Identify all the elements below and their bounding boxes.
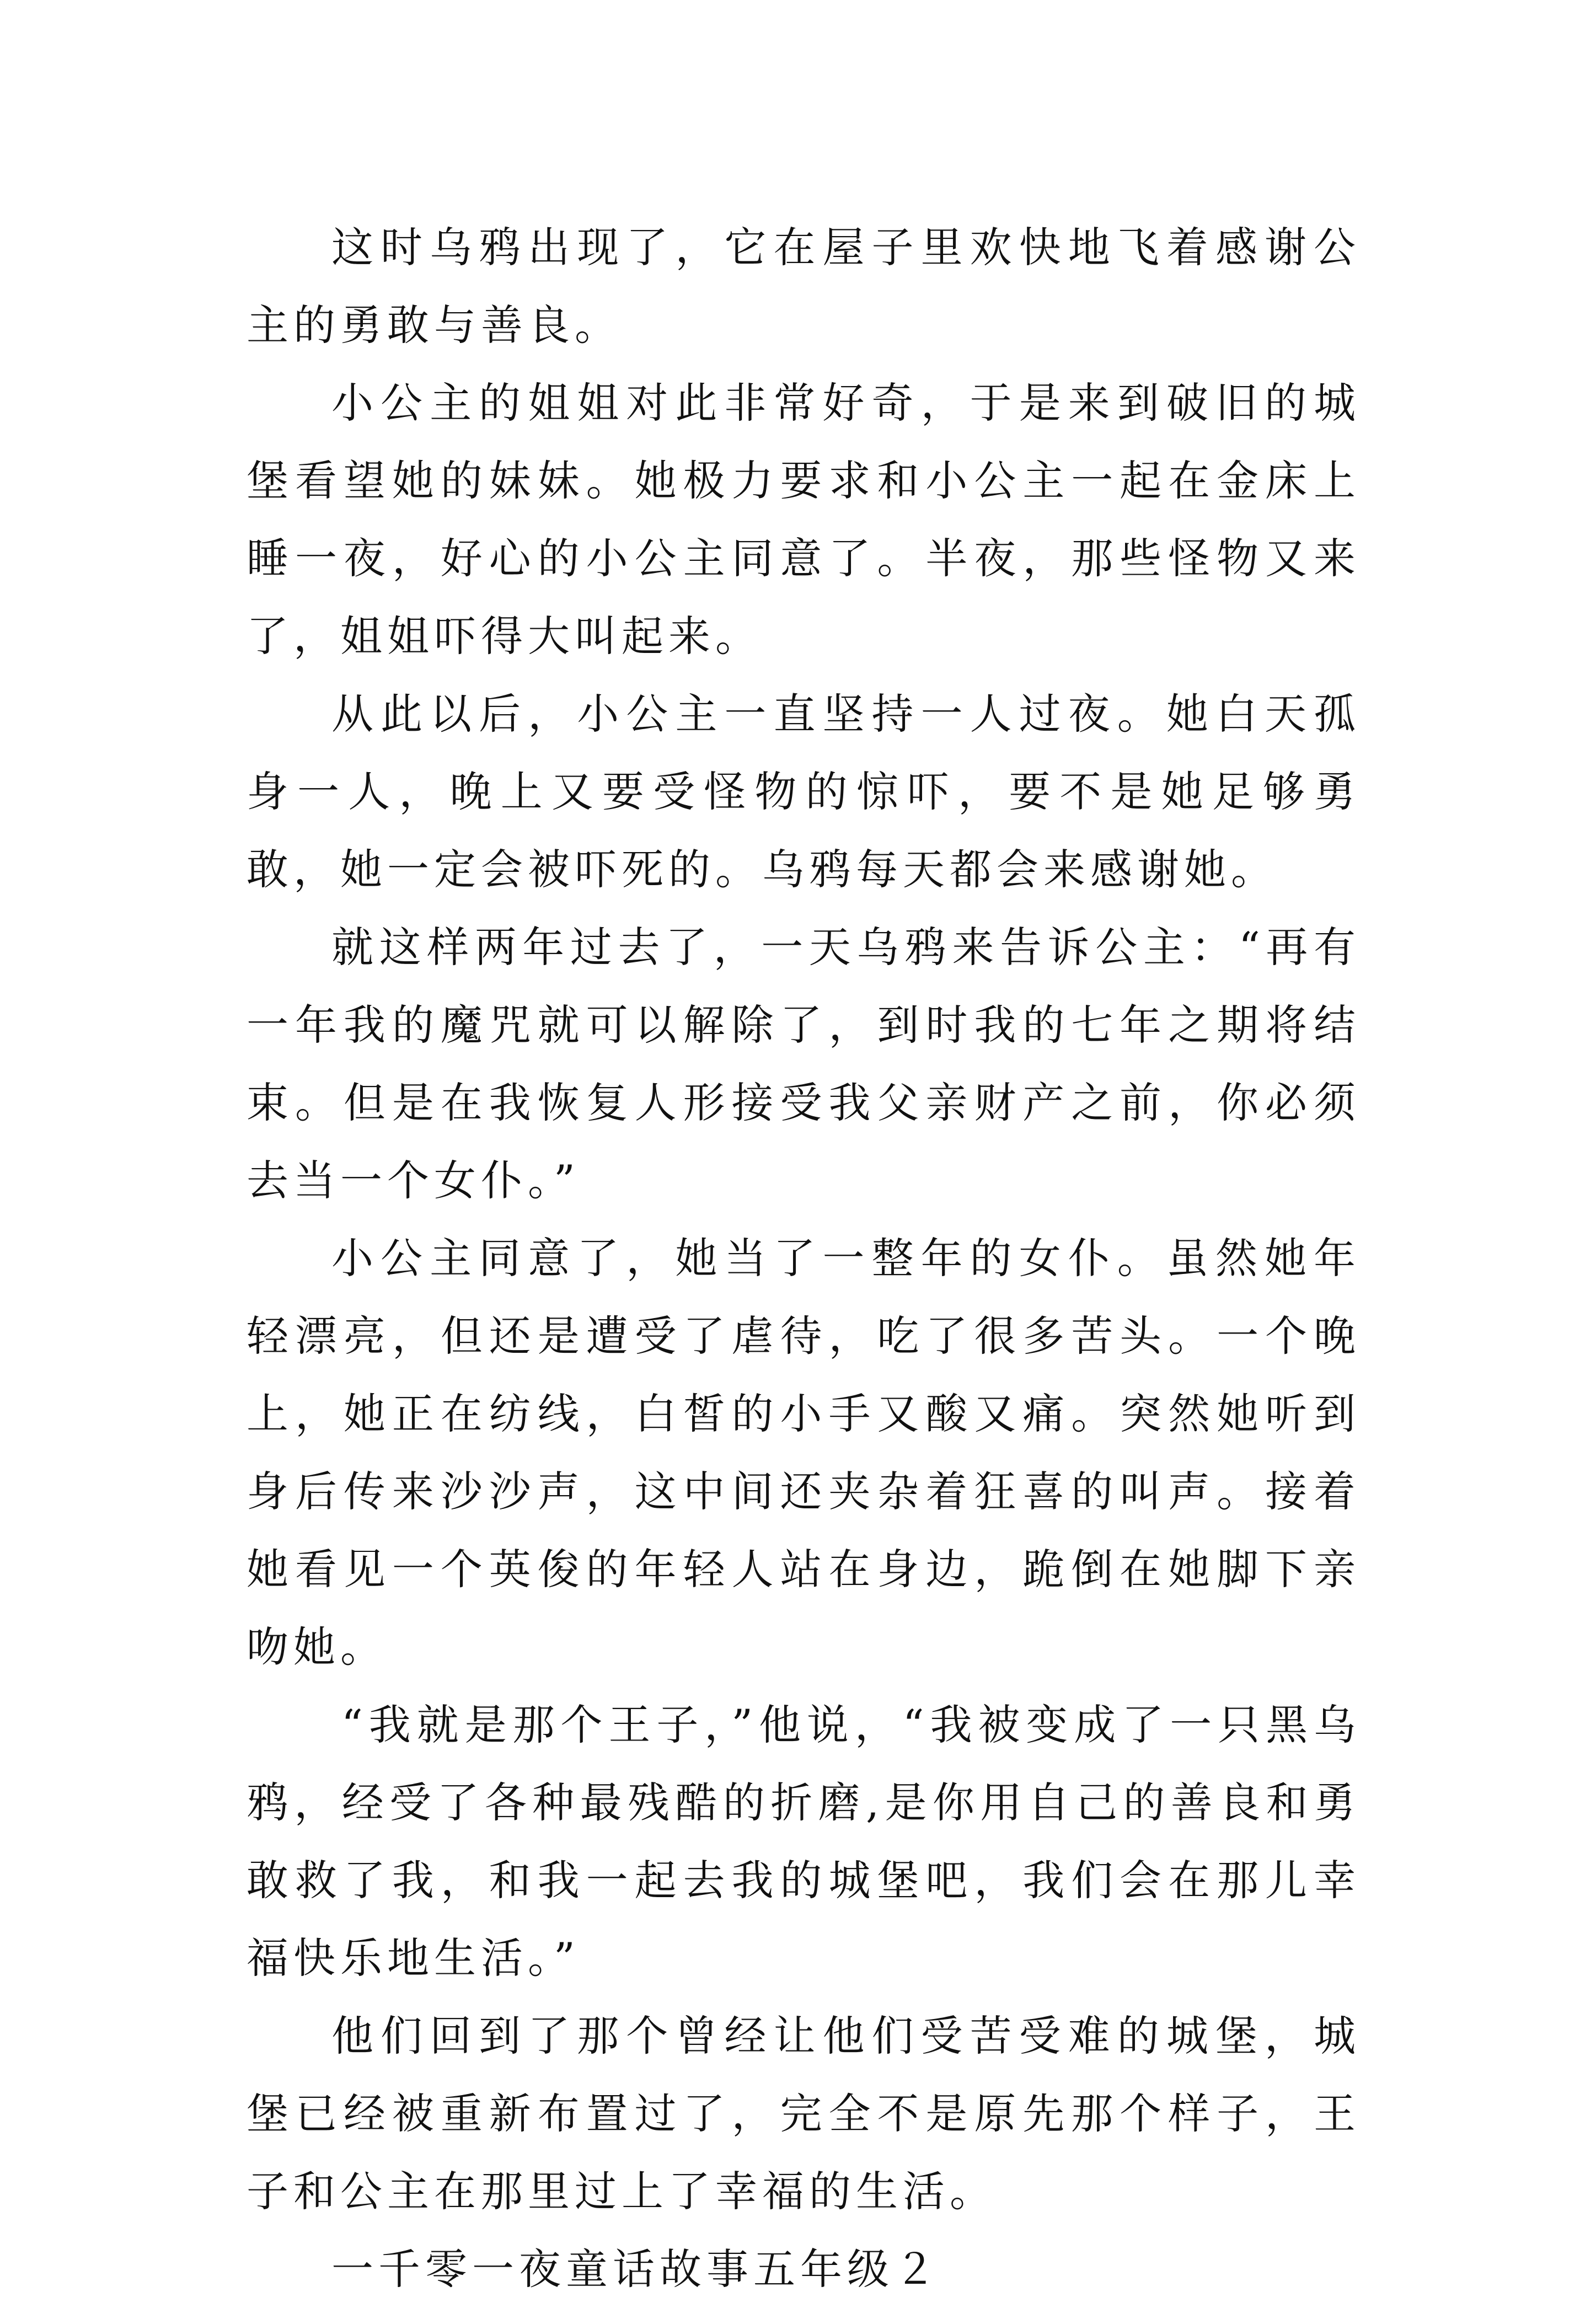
paragraph-6: “我就是那个王子，”他说，“我被变成了一只黑乌鸦，经受了各种最残酷的折磨,是你用自己的善良和勇敢救了我，和我一起去我的城堡吧，我们会在那儿幸福快乐地生活。” <box>247 1700 1361 1983</box>
paragraph-1: 这时乌鸦出现了，它在屋子里欢快地飞着感谢公主的勇敢与善良。 <box>247 223 1361 350</box>
paragraph-3: 从此以后，小公主一直坚持一人过夜。她白天孤身一人，晚上又要受怪物的惊吓，要不是她足够勇敢，她一定会被吓死的。乌鸦每天都会来感谢她。 <box>247 689 1361 894</box>
paragraph-2: 小公主的姐姐对此非常好奇，于是来到破旧的城堡看望她的妹妹。她极力要求和小公主一起在金床上睡一夜，好心的小公主同意了。半夜，那些怪物又来了，姐姐吓得大叫起来。 <box>247 378 1361 661</box>
document-body <box>247 208 1361 2308</box>
paragraph-7: 他们回到了那个曾经让他们受苦受难的城堡，城堡已经被重新布置过了，完全不是原先那个样子，王子和公主在那里过上了幸福的生活。 <box>247 2011 1361 2216</box>
paragraph-4: 就这样两年过去了，一天乌鸦来告诉公主：“再有一年我的魔咒就可以解除了，到时我的七年之期将结束。但是在我恢复人形接受我父亲财产之前，你必须去当一个女仆。” <box>247 923 1361 1205</box>
section-heading: 一千零一夜童话故事五年级２ <box>331 2245 941 2294</box>
paragraph-5: 小公主同意了，她当了一整年的女仆。虽然她年轻漂亮，但还是遭受了虐待，吃了很多苦头。一个晚上，她正在纺线，白皙的小手又酸又痛。突然她听到身后传来沙沙声，这中间还夹杂着狂喜的叫声。接着她看见一个英俊的年轻人站在身边，跪倒在她脚下亲吻她。 <box>247 1234 1361 1672</box>
